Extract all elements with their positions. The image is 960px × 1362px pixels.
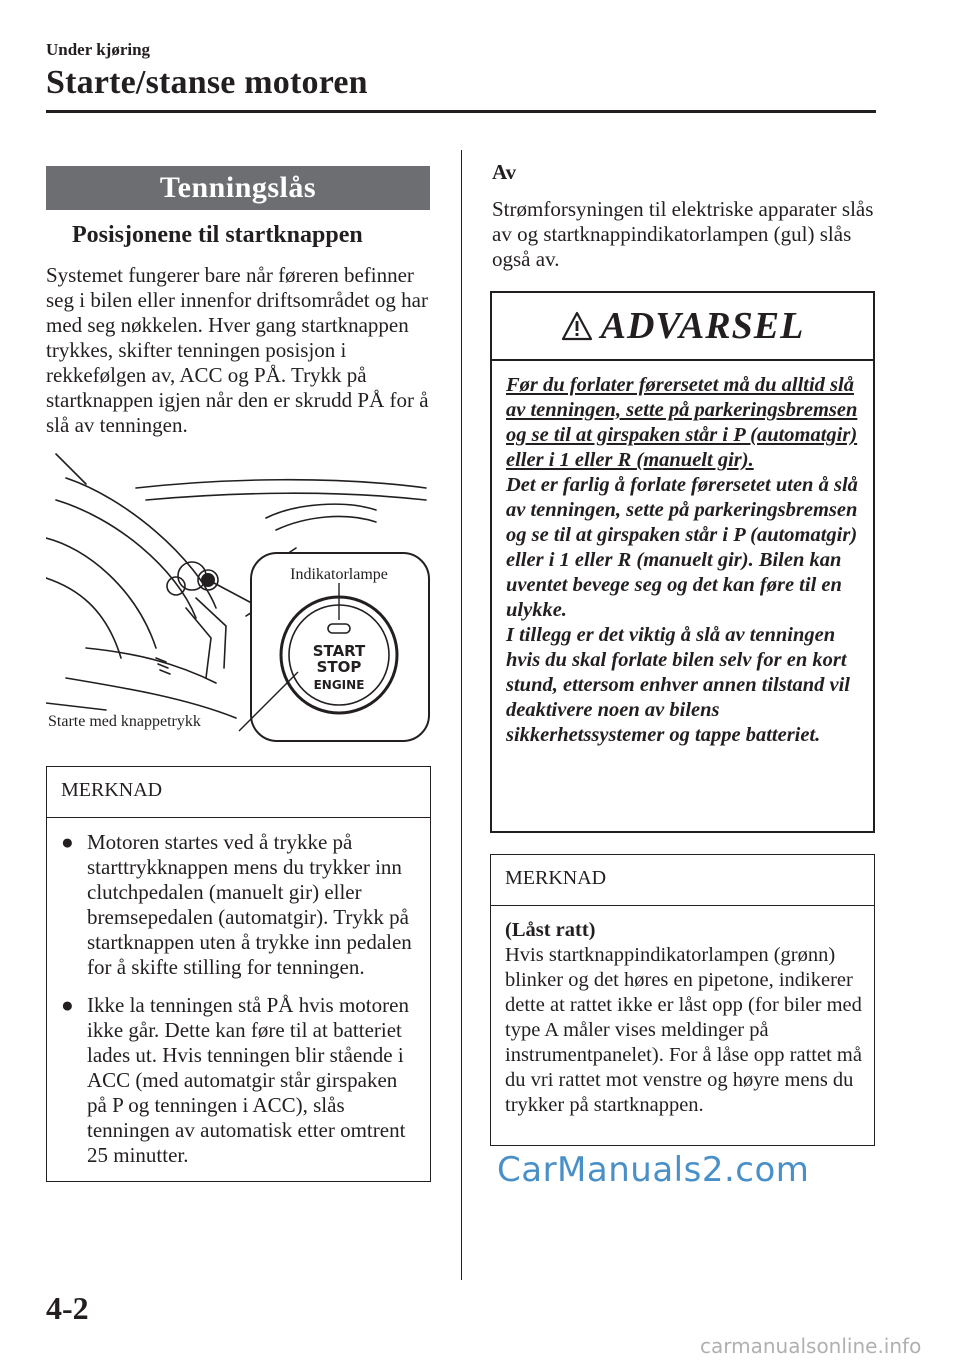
button-text-start: START (312, 642, 366, 660)
warning-header (492, 293, 873, 361)
footer-watermark: carmanualsonline.info (700, 1334, 922, 1358)
page-number: 4-2 (46, 1290, 89, 1326)
note-title: MERKNAD (505, 867, 607, 889)
note-text: Hvis startknappindikatorlampen (grønn) blinker og det høres en pipetone, indikerer dette at rattet ikke er låst opp (for biler med type A måler vises meldinger på instrumentpanelet). For å låse opp rattet må du vri rattet mot venstre og høyre mens du trykker på startknappen. (505, 944, 862, 1116)
label-indicator-lamp: Indikatorlampe (290, 566, 388, 583)
watermark: CarManuals2.com (497, 1150, 810, 1190)
note-heading: (Låst ratt) (505, 919, 596, 941)
small-start-button (201, 573, 215, 587)
warning-box (490, 291, 875, 833)
indicator-lamp (328, 624, 350, 633)
intro-paragraph: Systemet fungerer bare når føreren befinner seg i bilen eller innenfor driftsområdet og har med seg nøkkelen. Hver gang startknappen trykkes, skifter tenningen posisjon i rekkefølgen av, ACC og PÅ. Trykk på startknappen igjen når den er skrudd PÅ for å slå av tenningen. (46, 263, 429, 437)
bullet-icon: ● (61, 993, 74, 1017)
warning-paragraph: Det er farlig å forlate førersetet uten å slå av tenningen, sette på parkeringsbremsen og se til at girspaken står i P (automatgir) eller i 1 eller R (manuelt gir). Bilen kan uventet bevege seg og det kan føre til en ulykke. (506, 474, 858, 621)
button-text-engine: ENGINE (313, 678, 365, 692)
warning-body (492, 361, 873, 748)
button-text-stop: STOP (316, 658, 362, 676)
note-list (47, 818, 430, 1168)
warning-paragraph: I tillegg er det viktig å slå av tenningen hvis du skal forlate bilen selv for en kort stund, ettersom enhver annen tilstand vil deaktivere noen av bilens sikkerhetssystemer og tappe batteriet. (506, 624, 850, 746)
list-item: ● Motoren startes ved å trykke på starttrykknappen mens du trykker inn clutchpedalen (manuelt gir) eller bremsepedalen (automatgir). Trykk på startknappen uten å trykke inn pedalen for å skifte stilling for tenningen. (61, 830, 412, 979)
note-content (491, 906, 874, 1118)
start-button-figure (46, 448, 431, 743)
av-paragraph: Strømforsyningen til elektriske apparater slås av og startknappindikatorlampen (gul) slås også av. (492, 197, 874, 271)
bullet-icon: ● (61, 830, 74, 854)
header-section: Under kjøring (46, 40, 151, 59)
page-title: Starte/stanse motoren (46, 64, 368, 101)
column-divider (461, 150, 462, 1280)
note-box-left (46, 766, 431, 1182)
list-item: ● Ikke la tenningen stå PÅ hvis motoren ikke går. Dette kan føre til at batteriet lades ut. Hvis tenningen blir stående i ACC (med automatgir står girspaken på P og tenningen i ACC), slås tenningen av automatisk etter omtrent 25 minutter. (61, 993, 409, 1167)
note-box-right (490, 854, 875, 1146)
section-banner: Tenningslås (46, 166, 430, 210)
dashboard-illustration (46, 448, 431, 743)
warning-underlined: Før du forlater førersetet må du alltid slå av tenningen, sette på parkeringsbremsen og se til at girspaken står i P (automatgir) eller i 1 eller R (manuelt gir). (506, 374, 858, 471)
av-heading: Av (492, 160, 517, 184)
note-title: MERKNAD (61, 779, 163, 801)
subheading: Posisjonene til startknappen (72, 222, 363, 248)
label-start-button: Starte med knappetrykk (48, 713, 201, 730)
header-rule (46, 110, 876, 113)
warning-title: ADVARSEL (600, 305, 805, 347)
warning-icon (561, 311, 593, 341)
